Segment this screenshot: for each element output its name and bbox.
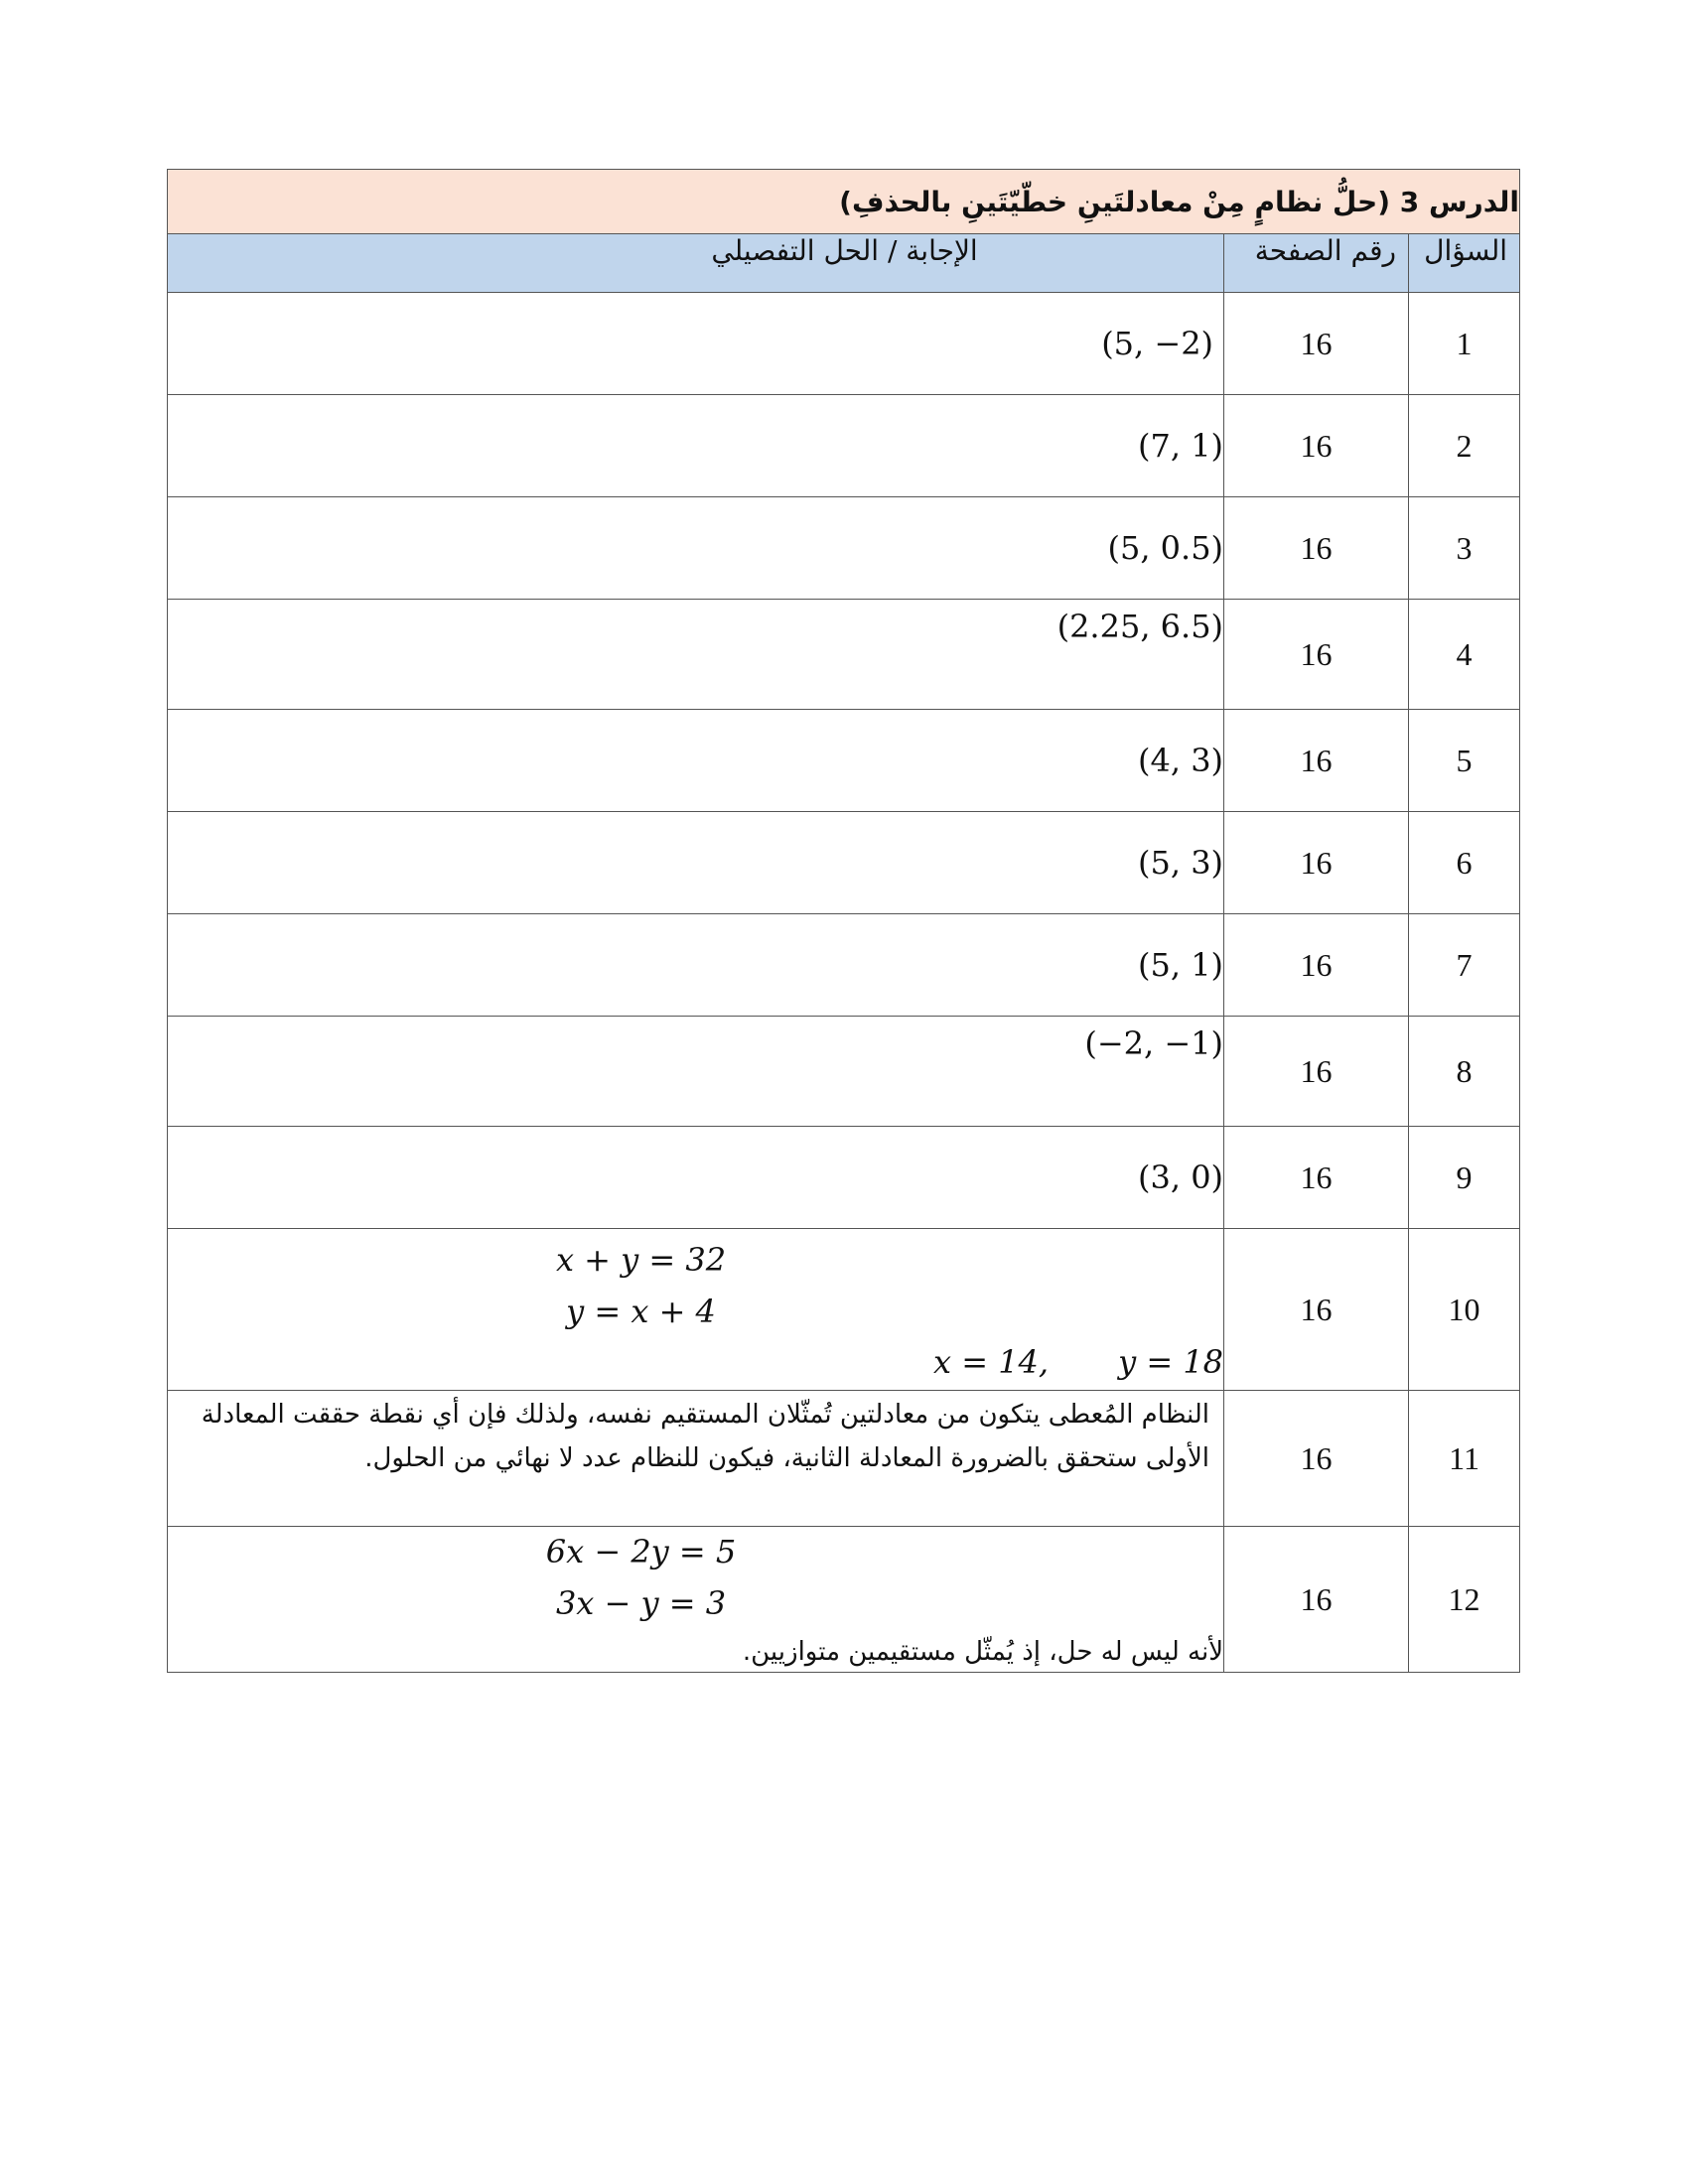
solution-y: y = 18 bbox=[1118, 1343, 1224, 1381]
answer-cell bbox=[168, 812, 1224, 914]
page-number: 16 bbox=[1224, 497, 1409, 600]
equation-1: x + y = 32 bbox=[555, 1241, 727, 1279]
answer-value: (3, 0) bbox=[1138, 1159, 1224, 1196]
table-row bbox=[168, 1127, 1520, 1229]
table-row bbox=[168, 1391, 1520, 1527]
answer-value: (7, 1) bbox=[1138, 427, 1224, 465]
table-row bbox=[168, 497, 1520, 600]
page-number: 16 bbox=[1224, 600, 1409, 710]
table-row bbox=[168, 710, 1520, 812]
question-number: 1 bbox=[1409, 293, 1520, 395]
question-number: 2 bbox=[1409, 395, 1520, 497]
equation-2: y = x + 4 bbox=[566, 1293, 716, 1330]
table-row bbox=[168, 812, 1520, 914]
page-number: 16 bbox=[1224, 812, 1409, 914]
answer-cell bbox=[168, 1229, 1224, 1391]
page-number: 16 bbox=[1224, 1229, 1409, 1391]
answer-value: (5, 3) bbox=[1138, 844, 1224, 882]
page-number: 16 bbox=[1224, 1391, 1409, 1527]
answer-cell bbox=[168, 1017, 1224, 1127]
question-number: 9 bbox=[1409, 1127, 1520, 1229]
answer-cell bbox=[168, 1127, 1224, 1229]
answer-cell bbox=[168, 293, 1224, 395]
question-number: 11 bbox=[1409, 1391, 1520, 1527]
question-number: 6 bbox=[1409, 812, 1520, 914]
answer-cell bbox=[168, 914, 1224, 1017]
table-row bbox=[168, 1527, 1520, 1673]
solution-x: x = 14, bbox=[932, 1343, 1050, 1381]
answer-value: (−2, −1) bbox=[1084, 1024, 1224, 1062]
page-number: 16 bbox=[1224, 293, 1409, 395]
answer-value: (5, 0.5) bbox=[1107, 529, 1224, 567]
page-number: 16 bbox=[1224, 395, 1409, 497]
answer-cell bbox=[168, 600, 1224, 710]
header-question: السؤال bbox=[1409, 234, 1520, 293]
question-number: 10 bbox=[1409, 1229, 1520, 1391]
table-row bbox=[168, 395, 1520, 497]
table-row bbox=[168, 600, 1520, 710]
answer-cell bbox=[168, 497, 1224, 600]
solution-line bbox=[168, 1340, 1223, 1390]
equation-2: 3x − y = 3 bbox=[555, 1584, 727, 1622]
table-row bbox=[168, 1229, 1520, 1391]
question-number: 5 bbox=[1409, 710, 1520, 812]
answer-cell bbox=[168, 395, 1224, 497]
page-number: 16 bbox=[1224, 914, 1409, 1017]
table-row bbox=[168, 914, 1520, 1017]
question-number: 12 bbox=[1409, 1527, 1520, 1673]
lesson-title: الدرس 3 (حلُّ نظامٍ مِنْ معادلتَينِ خطّيّتَينِ بالحذفِ) bbox=[168, 170, 1520, 234]
table-row bbox=[168, 293, 1520, 395]
equation-1: 6x − 2y = 5 bbox=[545, 1533, 737, 1570]
answer-value: (5, −2) bbox=[1101, 325, 1214, 362]
header-row bbox=[168, 234, 1520, 293]
answer-value: (4, 3) bbox=[1138, 742, 1224, 779]
answer-value: (2.25, 6.5) bbox=[1056, 608, 1224, 645]
question-number: 3 bbox=[1409, 497, 1520, 600]
explanation-text: لأنه ليس له حل، إذ يُمثّل مستقيمين متوازيين. bbox=[742, 1637, 1224, 1667]
equation-line bbox=[168, 1237, 1223, 1289]
explanation-text: النظام المُعطى يتكون من معادلتين تُمثّلان المستقيم نفسه، ولذلك فإن أي نقطة حققت المعادلة الأولى ستحقق بالضرورة المعادلة الثانية، فيكون للنظام عدد لا نهائي من الحلول. bbox=[201, 1400, 1210, 1473]
header-answer: الإجابة / الحل التفصيلي bbox=[168, 234, 1224, 293]
page-number: 16 bbox=[1224, 1527, 1409, 1673]
page-number: 16 bbox=[1224, 710, 1409, 812]
header-page: رقم الصفحة bbox=[1224, 234, 1409, 293]
answer-key-sheet bbox=[167, 169, 1519, 1673]
answer-cell bbox=[168, 1527, 1224, 1673]
answer-cell bbox=[168, 1391, 1224, 1527]
question-number: 7 bbox=[1409, 914, 1520, 1017]
question-number: 8 bbox=[1409, 1017, 1520, 1127]
page-number: 16 bbox=[1224, 1017, 1409, 1127]
question-number: 4 bbox=[1409, 600, 1520, 710]
equation-line bbox=[168, 1580, 1223, 1632]
equation-line bbox=[168, 1289, 1223, 1340]
table-row bbox=[168, 1017, 1520, 1127]
page-number: 16 bbox=[1224, 1127, 1409, 1229]
answer-table bbox=[167, 169, 1520, 1673]
answer-value: (5, 1) bbox=[1138, 946, 1224, 984]
equation-line bbox=[168, 1529, 1223, 1580]
answer-cell bbox=[168, 710, 1224, 812]
lesson-title-row bbox=[168, 170, 1520, 234]
